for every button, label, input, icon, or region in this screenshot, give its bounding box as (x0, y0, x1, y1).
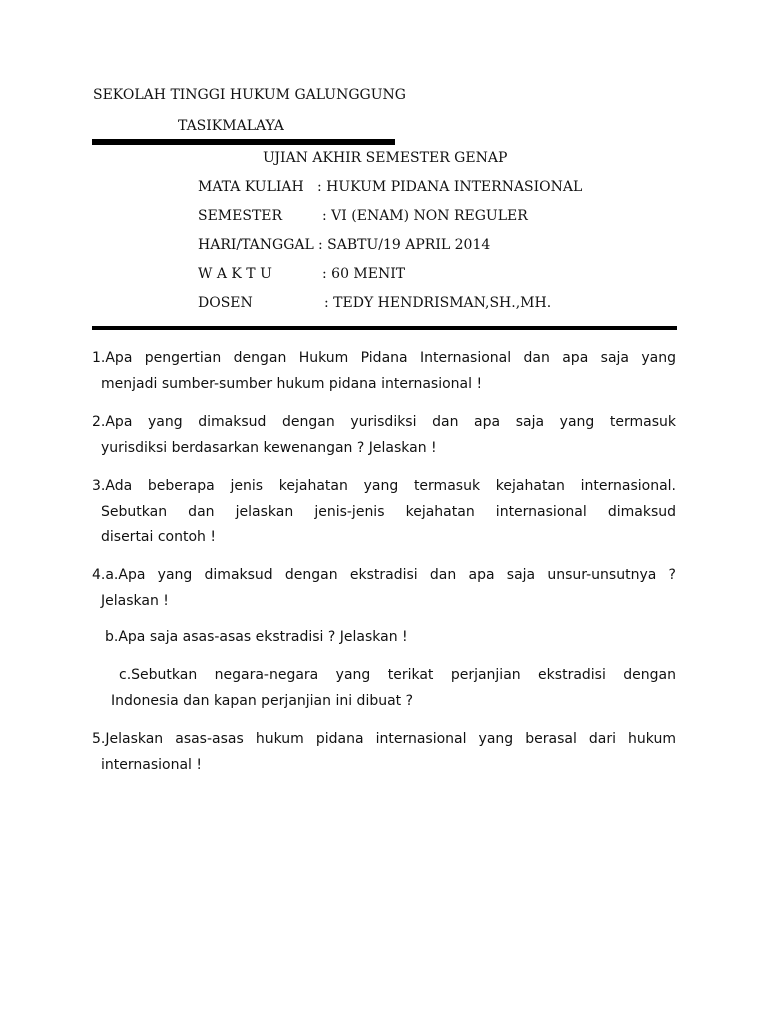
info-value: : HUKUM PIDANA INTERNASIONAL (317, 179, 583, 195)
question-line: Jelaskan ! (101, 592, 169, 609)
question-line: 4.a.Apa yang dimaksud dengan ekstradisi dan apa saja unsur-unsutnya ? (92, 567, 676, 583)
header-rule (92, 139, 395, 145)
question-2 (92, 410, 676, 461)
school-name: SEKOLAH TINGGI HUKUM GALUNGGUNG (93, 87, 406, 103)
question-4a (92, 563, 676, 614)
question-line: b.Apa saja asas-asas ekstradisi ? Jelaskan ! (105, 629, 408, 645)
info-value: : 60 MENIT (322, 266, 406, 282)
question-4c (92, 663, 676, 714)
question-line: c.Sebutkan negara-negara yang terikat perjanjian ekstradisi dengan (119, 667, 676, 683)
question-line: Sebutkan dan jelaskan jenis-jenis kejahatan internasional dimaksud (101, 503, 676, 520)
info-label: DOSEN (198, 295, 253, 311)
question-1 (92, 346, 676, 397)
city-name: TASIKMALAYA (178, 118, 284, 134)
question-line: 3.Ada beberapa jenis kejahatan yang termasuk kejahatan internasional. (92, 478, 676, 494)
info-label: SEMESTER (198, 208, 283, 224)
question-line: 5.Jelaskan asas-asas hukum pidana internasional yang berasal dari hukum (92, 731, 676, 747)
question-line: Indonesia dan kapan perjanjian ini dibuat ? (111, 692, 414, 709)
question-line: menjadi sumber-sumber hukum pidana internasional ! (101, 375, 483, 392)
exam-title: UJIAN AKHIR SEMESTER GENAP (263, 150, 508, 166)
info-value: : TEDY HENDRISMAN,SH.,MH. (324, 295, 552, 311)
question-line: internasional ! (101, 756, 202, 773)
info-label: HARI/TANGGAL (198, 237, 314, 253)
question-4b (105, 625, 676, 651)
info-value: : SABTU/19 APRIL 2014 (318, 237, 491, 253)
info-value: : VI (ENAM) NON REGULER (322, 208, 528, 224)
question-line: yurisdiksi berdasarkan kewenangan ? Jelaskan ! (101, 439, 437, 456)
info-label: MATA KULIAH (198, 179, 304, 195)
info-separator (92, 326, 677, 330)
info-label: W A K T U (198, 266, 272, 282)
question-line: disertai contoh ! (101, 529, 216, 545)
question-3 (92, 474, 676, 551)
question-line: 2.Apa yang dimaksud dengan yurisdiksi dan apa saja yang termasuk (92, 414, 676, 430)
question-line: 1.Apa pengertian dengan Hukum Pidana Internasional dan apa saja yang (92, 350, 676, 366)
question-5 (92, 727, 676, 778)
